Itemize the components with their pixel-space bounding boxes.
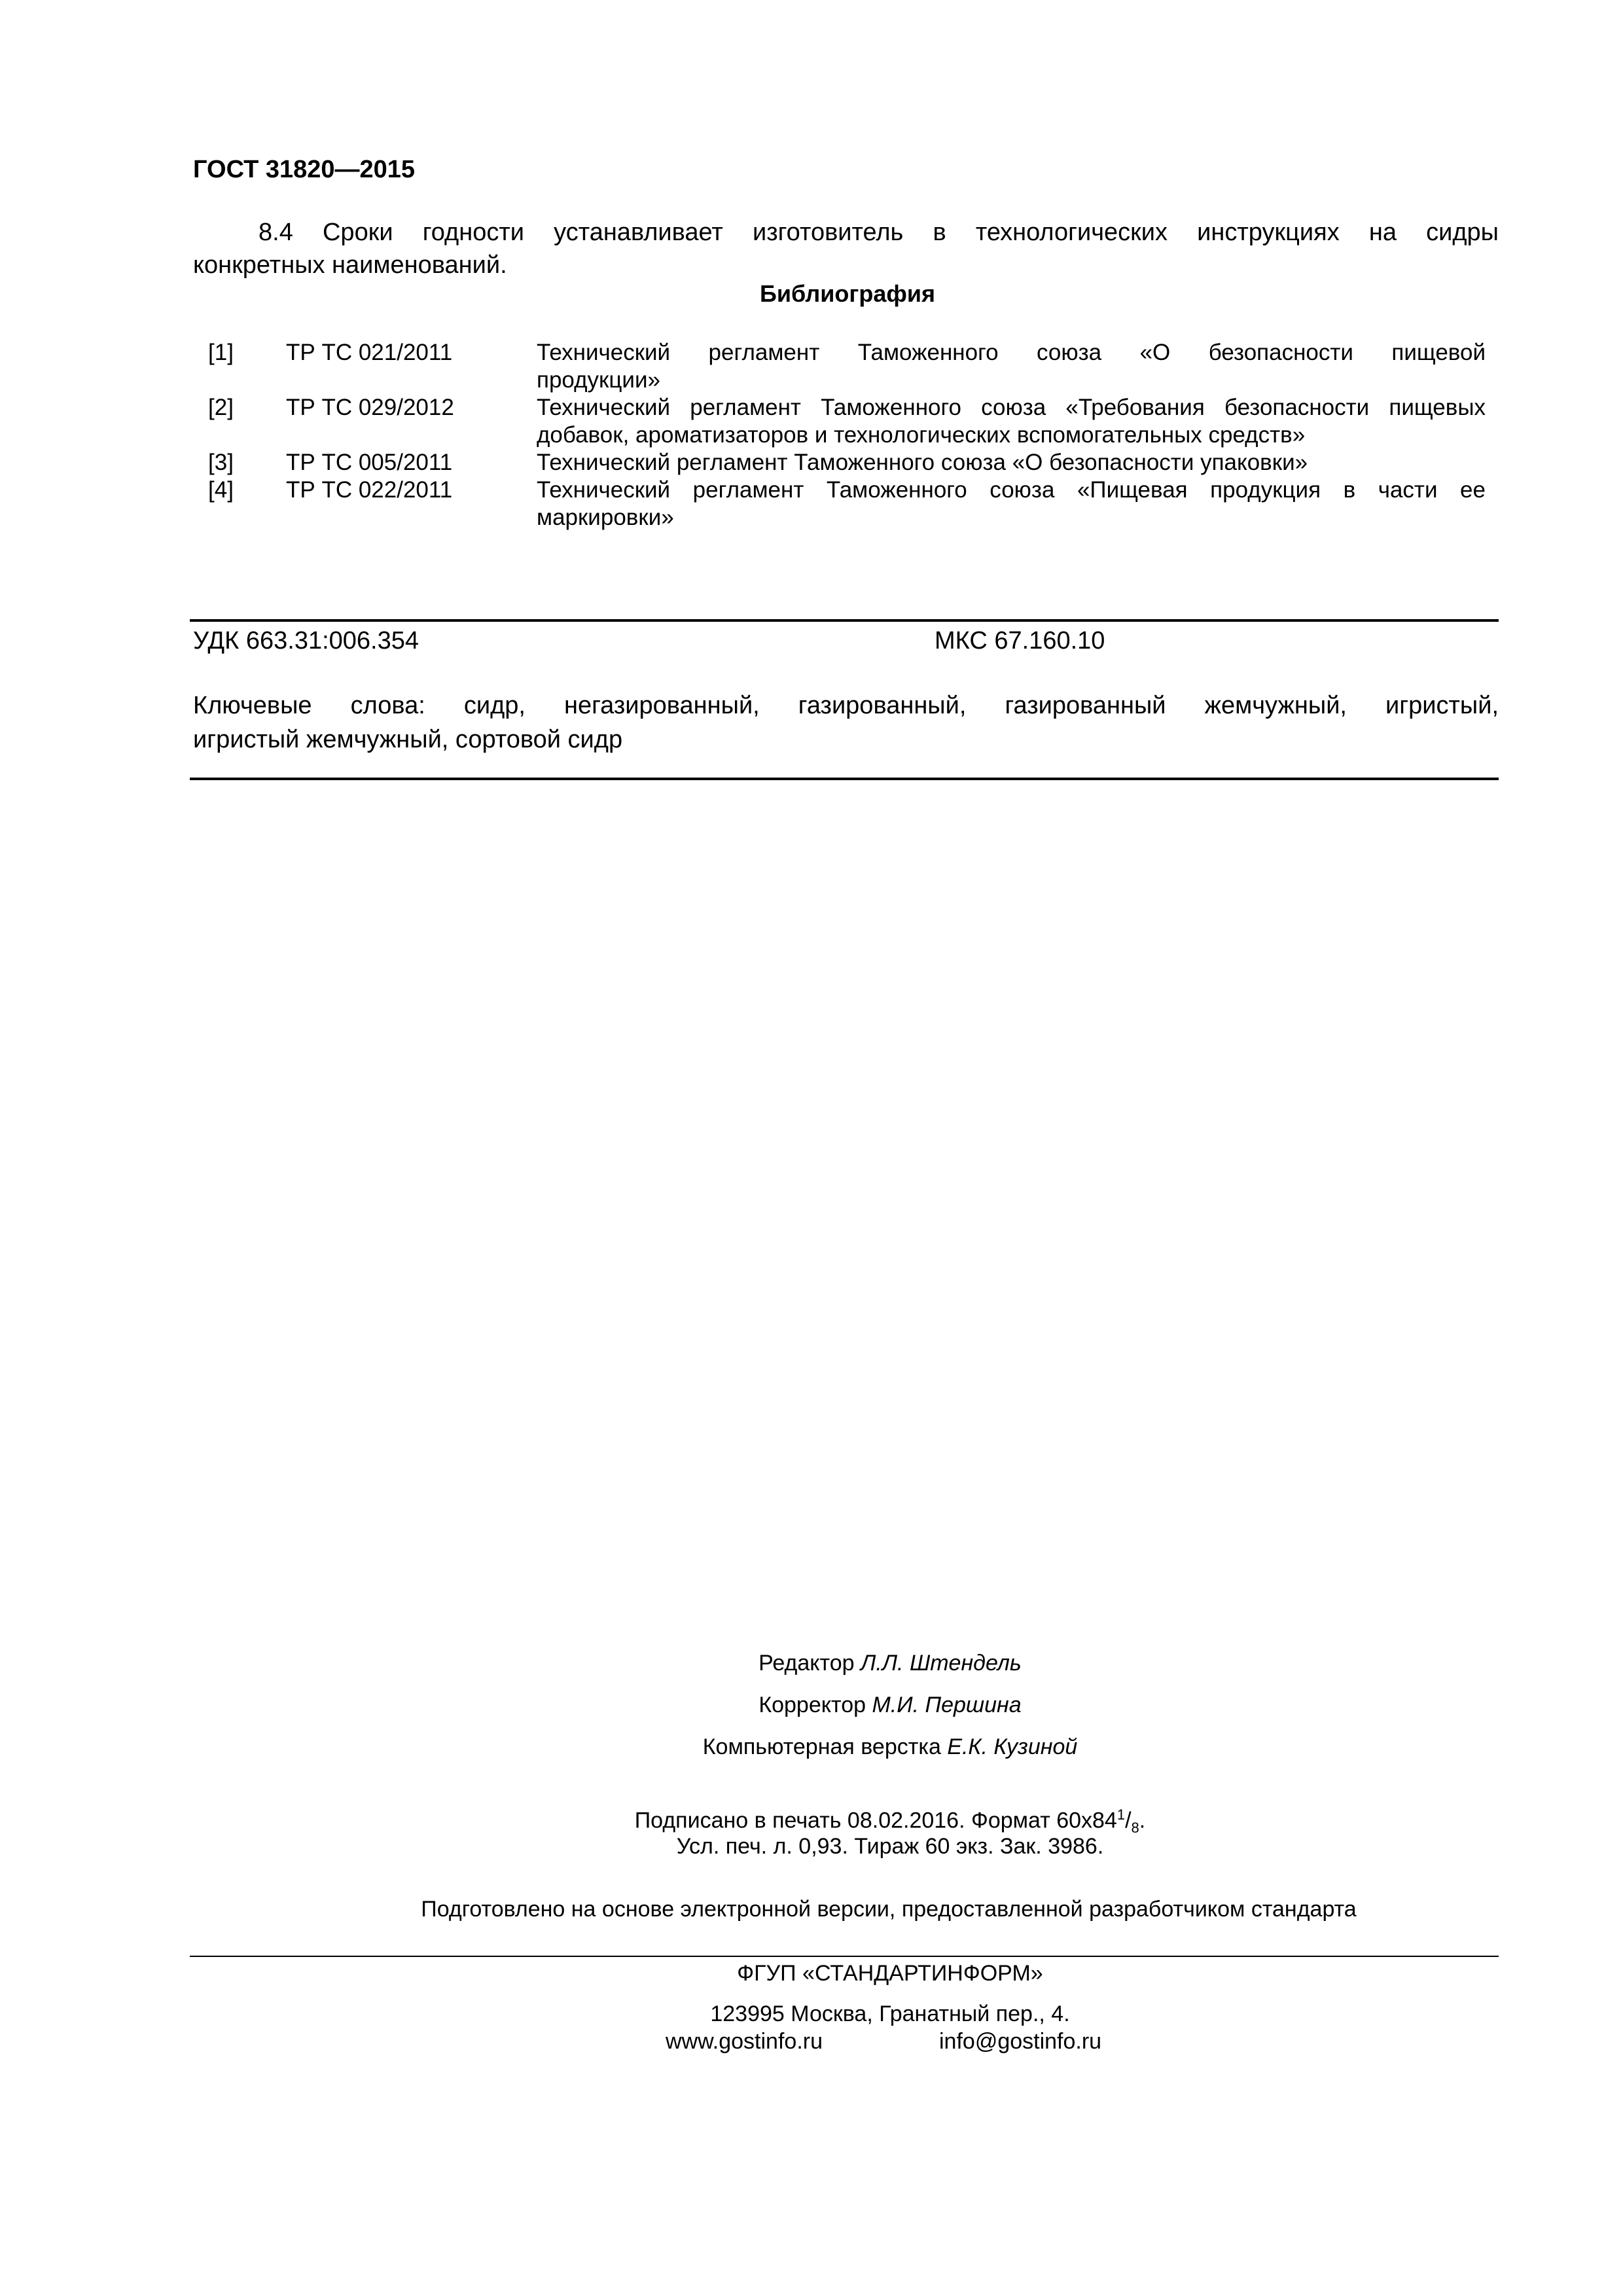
print-details-line: Усл. печ. л. 0,93. Тираж 60 экз. Зак. 3986. [676,1834,1104,1859]
editor-line [0,1651,1623,1676]
mks-code: МКС 67.160.10 [935,627,1105,655]
bibliography-item-code: ТР ТС 021/2011 [286,340,453,365]
divider [190,1956,1499,1957]
prepared-note: Подготовлено на основе электронной версии, предоставленной разработчиком стандарта [421,1897,1357,1922]
keywords-line-1: Ключевые слова: сидр, негазированный, газированный, газированный жемчужный, игристый, [193,692,1499,719]
bibliography-item-text-line-1: Технический регламент Таможенного союза «О безопасности пищевой [537,340,1486,365]
publisher-email[interactable]: info@gostinfo.ru [939,2029,1102,2054]
divider [190,778,1499,780]
format-fraction-numerator: 1 [1116,1806,1126,1823]
corrector-line [0,1693,1623,1718]
publisher-name: ФГУП «СТАНДАРТИНФОРМ» [737,1961,1043,1986]
print-signed-text: Подписано в печать 08.02.2016. Формат 60x84 [634,1808,1117,1833]
format-fraction-end: . [1139,1808,1146,1833]
paragraph-8-4 [193,216,1499,281]
publisher-address: 123995 Москва, Гранатный пер., 4. [710,2001,1070,2026]
bibliography-item-text-line-1: Технический регламент Таможенного союза «О безопасности упаковки» [537,450,1308,475]
bibliography-item-number: [4] [208,477,234,503]
layout-name: Е.К. Кузиной [947,1734,1078,1759]
editor-name: Л.Л. Штендель [860,1651,1022,1676]
document-code: ГОСТ 31820—2015 [193,156,416,183]
bibliography-title: Библиография [760,280,935,307]
bibliography-item-code: ТР ТС 022/2011 [286,477,453,503]
layout-line [0,1734,1623,1760]
corrector-label: Корректор [758,1693,866,1717]
divider [190,619,1499,622]
bibliography-item-text-line-2: маркировки» [537,505,674,530]
bibliography-item-text-line-2: добавок, ароматизаторов и технологических вспомогательных средств» [537,422,1306,448]
corrector-name: М.И. Першина [872,1693,1022,1717]
bibliography-item-text-line-1: Технический регламент Таможенного союза «Пищевая продукция в части ее [537,477,1486,503]
bibliography-item-number: [3] [208,450,234,475]
bibliography-item-text-line-1: Технический регламент Таможенного союза «Требования безопасности пищевых [537,395,1486,420]
paragraph-line-1: 8.4 Сроки годности устанавливает изготовитель в технологических инструкциях на сидры [259,219,1499,246]
bibliography-item-code: ТР ТС 005/2011 [286,450,453,475]
format-fraction-denominator: 8 [1131,1820,1139,1837]
keywords [193,689,1499,757]
bibliography-item-code: ТР ТС 029/2012 [286,395,454,420]
publisher-website[interactable]: www.gostinfo.ru [666,2029,823,2054]
bibliography-item-number: [1] [208,340,234,365]
paragraph-line-2: конкретных наименований. [193,251,507,279]
editor-label: Редактор [758,1651,855,1676]
bibliography-item-text-line-2: продукции» [537,367,660,393]
udk-code: УДК 663.31:006.354 [193,627,419,655]
format-fraction-slash: / [1125,1808,1132,1833]
print-signed-line [0,1806,1623,1837]
keywords-line-2: игристый жемчужный, сортовой сидр [193,726,623,753]
bibliography-item-number: [2] [208,395,234,420]
layout-label: Компьютерная верстка [702,1734,941,1759]
